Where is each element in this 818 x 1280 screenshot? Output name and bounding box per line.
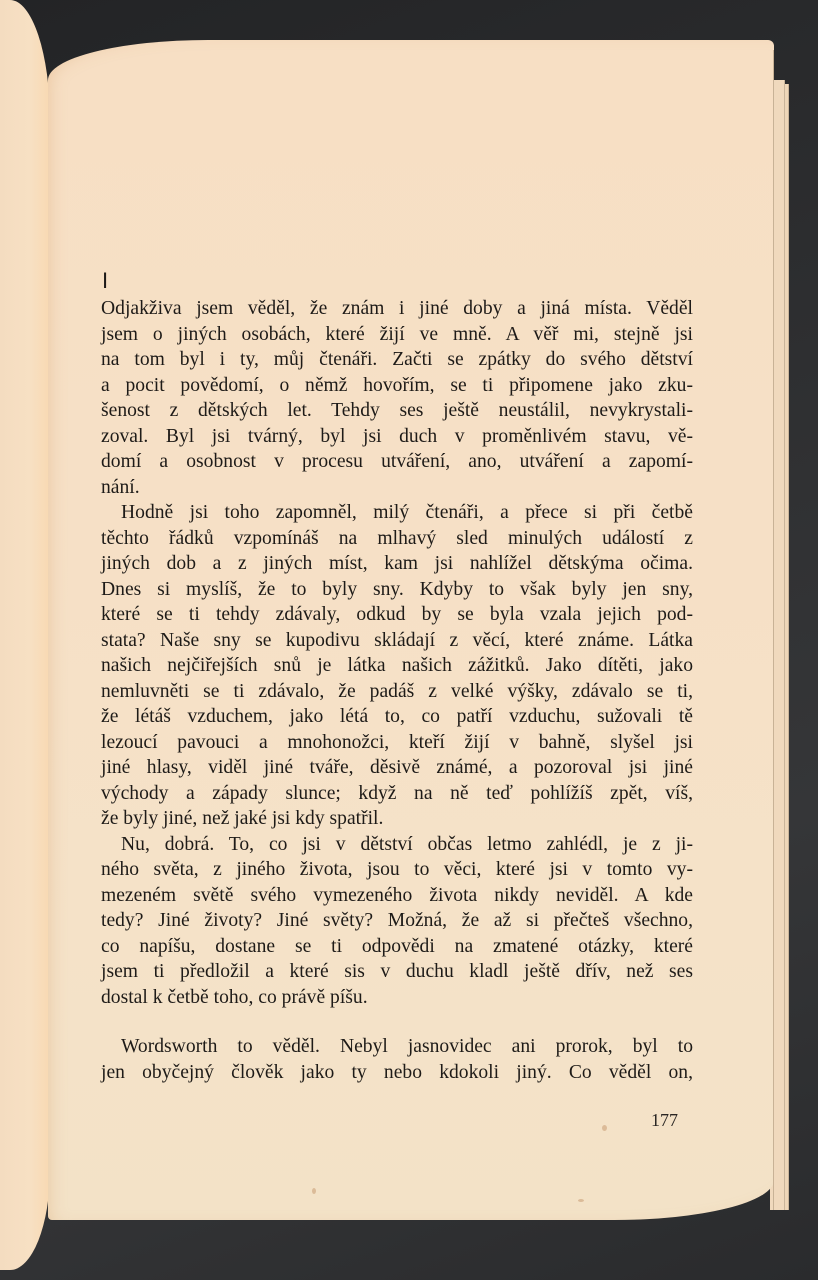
chapter-number: I bbox=[102, 268, 109, 293]
text-line: že byly jiné, než jaké jsi kdy spatřil. bbox=[101, 808, 384, 829]
text-line: východy a západy slunce; když na ně teď pohlížíš zpět, víš, bbox=[101, 782, 693, 804]
text-line: ného světa, z jiného života, jsou to věci, které jsi v tomto vy- bbox=[101, 859, 693, 880]
text-line: jen obyčejný člověk jako ty nebo kdokoli jiný. Co věděl on, bbox=[101, 1061, 693, 1083]
text-line: že létáš vzduchem, jako létá to, co patří vzduchu, sužovali tě bbox=[101, 706, 693, 727]
text-line: mezeném světě svého vymezeného života nikdy neviděl. A kde bbox=[101, 884, 693, 906]
previous-page-edge bbox=[0, 0, 50, 1270]
text-line: nemluvněti se ti zdávalo, že padáš z velké výšky, zdávalo se ti, bbox=[101, 680, 693, 702]
text-line: lezoucí pavouci a mnohonožci, kteří žijí v bahně, slyšel jsi bbox=[101, 731, 693, 753]
text-line: dostal k četbě toho, co právě píšu. bbox=[101, 986, 368, 1008]
text-line: jsem o jiných osobách, které žijí ve mně. A věř mi, stejně jsi bbox=[101, 323, 693, 345]
text-line: jiné hlasy, viděl jiné tváře, děsivě známé, a pozoroval jsi jiné bbox=[101, 757, 693, 778]
book-page bbox=[48, 40, 774, 1220]
text-line: zoval. Byl jsi tvárný, byl jsi duch v proměnlivém stavu, vě- bbox=[101, 425, 693, 447]
paragraph bbox=[101, 832, 693, 1011]
text-line: stata? Naše sny se kupodivu skládají z věcí, které známe. Látka bbox=[101, 629, 693, 651]
paper-stain bbox=[578, 1199, 584, 1202]
text-line: Nu, dobrá. To, co jsi v dětství občas letmo zahlédl, je z ji- bbox=[121, 833, 693, 855]
text-line: jiných dob a z jiných míst, kam jsi nahlížel dětskýma očima. bbox=[101, 553, 693, 574]
text-line: našich nejčiřejších snů je látka našich zážitků. Jako dítěti, jako bbox=[101, 655, 693, 676]
paragraph bbox=[101, 500, 693, 832]
text-line: které se ti tehdy zdávaly, odkud by se byla vzala jejich pod- bbox=[101, 604, 693, 625]
text-line: šenost z dětských let. Tehdy ses ještě neustálil, nevykrystali- bbox=[101, 400, 693, 421]
text-line: nání. bbox=[101, 476, 140, 498]
text-line: Dnes si myslíš, že to byly sny. Kdyby to však byly jen sny, bbox=[101, 578, 693, 600]
text-line: co napíšu, dostane se ti odpovědi na zmatené otázky, které bbox=[101, 935, 693, 957]
paper-stain bbox=[312, 1188, 316, 1194]
text-line: a pocit povědomí, o němž hovořím, se ti připomene jako zku- bbox=[101, 374, 693, 396]
text-line: těchto řádků vzpomínáš na mlhavý sled minulých událostí z bbox=[101, 527, 693, 549]
paragraph bbox=[101, 1034, 693, 1085]
text-line: na tom byl i ty, můj čtenáři. Začti se zpátky do svého dětství bbox=[101, 349, 693, 370]
page-number: 177 bbox=[651, 1110, 678, 1130]
paper-stain bbox=[602, 1125, 607, 1131]
text-line: Hodně jsi toho zapomněl, milý čtenáři, a přece si při četbě bbox=[121, 502, 693, 523]
text-line: Odjakživa jsem věděl, že znám i jiné doby a jiná místa. Věděl bbox=[101, 298, 693, 319]
paragraph bbox=[101, 296, 693, 500]
body-text bbox=[101, 296, 693, 1085]
section-break bbox=[101, 1010, 693, 1034]
text-line: jsem ti předložil a které sis v duchu kladl ještě dřív, než ses bbox=[101, 961, 693, 982]
text-line: tedy? Jiné životy? Jiné světy? Možná, že až si přečteš všechno, bbox=[101, 910, 693, 931]
text-line: Wordsworth to věděl. Nebyl jasnovidec ani prorok, byl to bbox=[121, 1036, 693, 1057]
text-line: domí a osobnost v procesu utváření, ano, utváření a zapomí- bbox=[101, 451, 693, 472]
